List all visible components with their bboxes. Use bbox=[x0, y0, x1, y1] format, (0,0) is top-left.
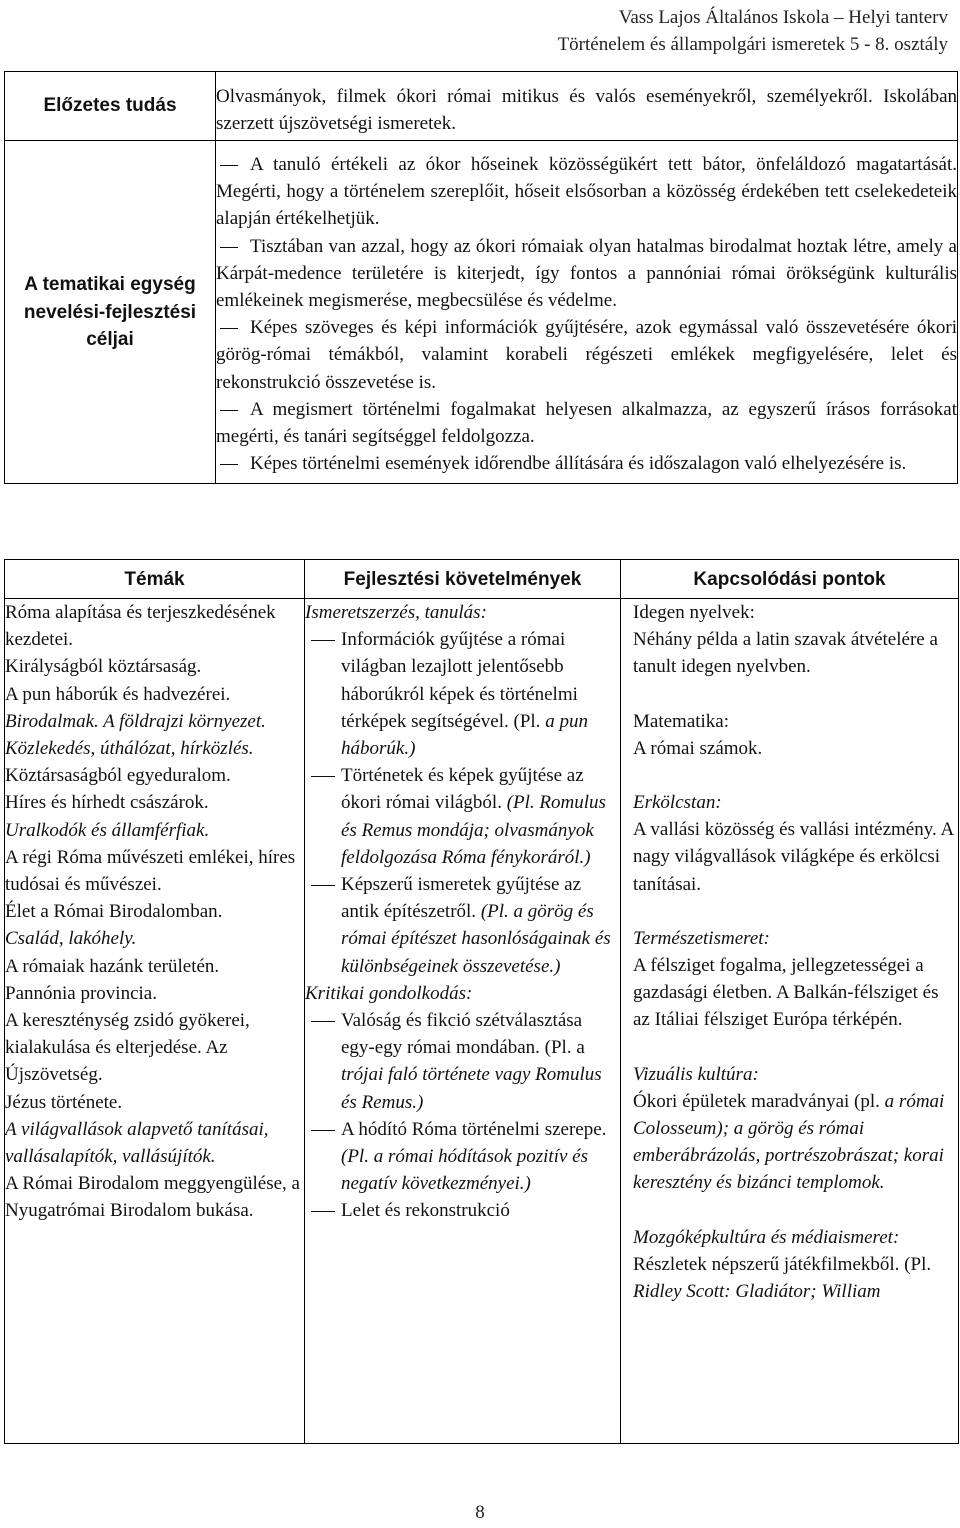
requirement-text: A hódító Róma történelmi szerepe. bbox=[341, 1118, 607, 1140]
column-header-requirements: Fejlesztési követelmények bbox=[305, 560, 621, 599]
topic-item: Jézus története. bbox=[5, 1091, 123, 1113]
requirement-example: (Pl. Romulus és Remus mondája; olvasmányok feldolgozása Róma fénykoráról.) bbox=[341, 792, 606, 868]
topic-item: A Római Birodalom meggyengülése, a Nyugatrómai Birodalom bukása. bbox=[5, 1173, 300, 1222]
connection-text: Ókori épületek maradványai (pl. bbox=[633, 1090, 880, 1112]
topic-item: Pannónia provincia. bbox=[5, 982, 157, 1004]
page-header bbox=[200, 4, 948, 58]
requirement-example: a pun háborúk.) bbox=[341, 710, 588, 760]
requirement-item bbox=[305, 762, 620, 871]
connection-subject: Idegen nyelvek: bbox=[633, 602, 755, 623]
spacer bbox=[633, 681, 958, 708]
connection-subject: Mozgóképkultúra és médiaismeret: bbox=[633, 1226, 900, 1248]
topic-item: Róma alapítása és terjeszkedésének kezdetei. bbox=[5, 602, 276, 651]
connection-block bbox=[633, 599, 958, 681]
connection-subject: Matematika: bbox=[633, 710, 730, 732]
connection-block bbox=[633, 1061, 958, 1197]
requirement-item bbox=[305, 626, 620, 762]
dash-bullet bbox=[305, 1007, 341, 1116]
prior-knowledge-text: Olvasmányok, filmek ókori római mitikus és valós eseményekről, személyekről. Iskolában szerzett újszövetségi ismeretek. bbox=[216, 72, 958, 141]
header-school-line: Vass Lajos Általános Iskola – Helyi tanterv bbox=[618, 7, 948, 28]
connection-subject: Erkölcstan: bbox=[633, 792, 722, 814]
spacer bbox=[633, 1197, 958, 1224]
connection-example: a római Colosseum); a görög és római emberábrázolás, portrészobrászat; korai keresztény és bizánci templomok. bbox=[633, 1090, 945, 1194]
curriculum-table bbox=[4, 71, 958, 484]
connection-text: A római számok. bbox=[633, 737, 763, 759]
requirement-item bbox=[305, 1197, 620, 1224]
topic-item: Birodalmak. A földrajzi környezet. Közlekedés, úthálózat, hírközlés. bbox=[5, 710, 266, 760]
requirements-cell bbox=[305, 599, 621, 1444]
topic-item: A világvallások alapvető tanításai, vallásalapítók, vallásújítók. bbox=[5, 1118, 269, 1168]
connections-list bbox=[633, 599, 958, 1305]
goal-item: Tisztában van azzal, hogy az ókori rómaiak olyan hatalmas birodalmat hoztak létre, amely a Kárpát-medence területére is kiterjedt, így fontos a pannóniai római örökségünk kulturális emlékeinek megismerése, megbecsülése és védelme. bbox=[216, 235, 957, 312]
goals-label: A tematikai egység nevelési-fejlesztési céljai bbox=[5, 141, 216, 484]
requirement-item bbox=[305, 1116, 620, 1198]
dash-bullet bbox=[305, 871, 341, 980]
requirement-text: Történetek és képek gyűjtése az ókori római világból. bbox=[341, 765, 584, 814]
requirements-list-critical bbox=[305, 1007, 620, 1225]
requirements-heading-critical: Kritikai gondolkodás: bbox=[305, 982, 473, 1004]
requirement-text: Képszerű ismeretek gyűjtése az antik építészetről. bbox=[341, 874, 582, 923]
goal-item: A tanuló értékeli az ókor hőseinek közösségükért tett bátor, önfeláldozó magatartását. Megérti, hogy a történelem szereplőit, hőseit elsősorban a közösség érdekében tett cselekedeteik alapján értékelhetjük. bbox=[216, 154, 957, 230]
content-row bbox=[5, 599, 959, 1444]
topics-cell bbox=[5, 599, 305, 1444]
topic-item: Élet a Római Birodalomban. bbox=[5, 901, 223, 923]
connection-block bbox=[633, 1224, 958, 1306]
column-header-topics: Témák bbox=[5, 560, 305, 599]
requirement-item bbox=[305, 871, 620, 980]
dash-bullet bbox=[305, 1197, 341, 1224]
connection-subject: Vizuális kultúra: bbox=[633, 1063, 759, 1085]
topic-item: Család, lakóhely. bbox=[5, 928, 137, 950]
header-subject-line: Történelem és állampolgári ismeretek 5 - 8. osztály bbox=[557, 34, 948, 55]
topic-item: Királyságból köztársaság. bbox=[5, 656, 202, 678]
requirement-example: trójai faló története vagy Romulus és Remus.) bbox=[341, 1064, 602, 1113]
spacer bbox=[633, 898, 958, 925]
page-number: 8 bbox=[475, 1502, 485, 1523]
dash-bullet bbox=[305, 1116, 341, 1198]
topic-item: A pun háborúk és hadvezérei. bbox=[5, 683, 231, 705]
column-header-connections: Kapcsolódási pontok bbox=[621, 560, 959, 599]
connection-block bbox=[633, 925, 958, 1034]
requirement-text: Információk gyűjtése a római világban lezajlott jelentősebb háborúkról képek és történelmi térképek segítségével. (Pl. bbox=[341, 629, 578, 732]
topic-item: Köztársaságból egyeduralom. bbox=[5, 765, 231, 787]
connection-example: Ridley Scott: Gladiátor; William bbox=[633, 1281, 881, 1303]
goal-item: Képes szöveges és képi információk gyűjtésére, azok egymással való összevetésére ókori görög-római témákból, valamint korabeli régészeti emlékek megfigyelésére, lelet és rekonstrukció összevetése is. bbox=[216, 317, 957, 393]
requirement-text: Valóság és fikció szétválasztása egy-egy római mondában. (Pl. a bbox=[341, 1010, 585, 1059]
topic-item: Uralkodók és államférfiak. bbox=[5, 819, 210, 841]
connection-text: A vallási közösség és vallási intézmény. A nagy világvallások világképe és erkölcsi tanításai. bbox=[633, 819, 954, 895]
requirement-text: Lelet és rekonstrukció bbox=[341, 1200, 510, 1222]
requirement-item bbox=[305, 1007, 620, 1116]
requirements-heading-learning: Ismeretszerzés, tanulás: bbox=[305, 602, 487, 623]
goal-item: A megismert történelmi fogalmakat helyesen alkalmazza, az egyszerű írásos forrásokat megérti, és tanári segítséggel feldolgozza. bbox=[216, 398, 957, 448]
connection-text: Néhány példa a latin szavak átvételére a tanult idegen nyelvben. bbox=[633, 629, 938, 678]
requirement-example: (Pl. a görög és római építészet hasonlóságainak és különbségeinek összevetése.) bbox=[341, 901, 611, 977]
topic-item: A rómaiak hazánk területén. bbox=[5, 955, 220, 977]
requirements-list-learning bbox=[305, 626, 620, 980]
prior-knowledge-label: Előzetes tudás bbox=[5, 72, 216, 141]
topics-list bbox=[5, 599, 304, 1225]
topic-item: Híres és hírhedt császárok. bbox=[5, 792, 209, 814]
spacer bbox=[633, 762, 958, 789]
row-prior-knowledge bbox=[5, 72, 958, 141]
topic-item: A kereszténység zsidó gyökerei, kialakulása és elterjedése. Az Újszövetség. bbox=[5, 1010, 250, 1086]
dash-bullet bbox=[305, 626, 341, 762]
goal-item: Képes történelmi események időrendbe állítására és időszalagon való elhelyezésére is. bbox=[216, 450, 957, 477]
dash-bullet bbox=[305, 762, 341, 871]
row-goals bbox=[5, 141, 958, 484]
topic-item: A régi Róma művészeti emlékei, híres tudósai és művészei. bbox=[5, 846, 296, 896]
topics-table bbox=[4, 559, 959, 1444]
goals-list bbox=[216, 141, 958, 484]
spacer bbox=[633, 1034, 958, 1061]
connections-cell bbox=[621, 599, 959, 1444]
column-header-row bbox=[5, 560, 959, 599]
connection-block bbox=[633, 789, 958, 898]
connection-block bbox=[633, 708, 958, 762]
connection-text: A félsziget fogalma, jellegzetességei a gazdasági életben. A Balkán-félsziget és az Itáliai félsziget Európa térképén. bbox=[633, 955, 939, 1031]
requirement-example: (Pl. a római hódítások pozitív és negatív következményei.) bbox=[341, 1146, 588, 1195]
connection-subject: Természetismeret: bbox=[633, 927, 770, 949]
connection-text: Részletek népszerű játékfilmekből. (Pl. bbox=[633, 1253, 932, 1275]
